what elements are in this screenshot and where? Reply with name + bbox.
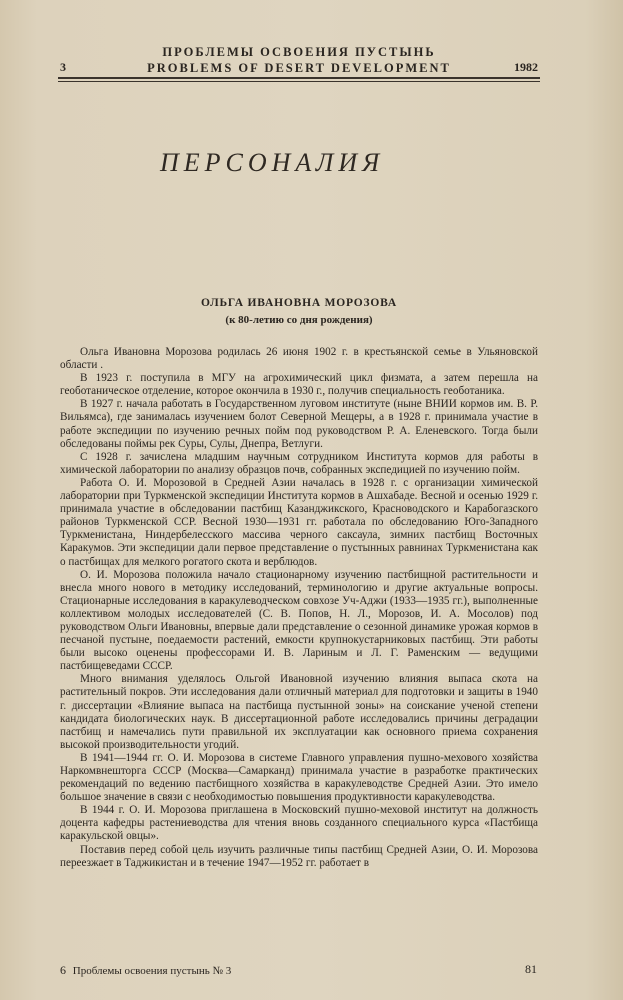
- paragraph: В 1927 г. начала работать в Государственном луговом институте (ныне ВНИИ кормов им. В. Р. Вильямса), где занималась изучением болот Северной Мещеры, а в 1928 г. принимала участие в работе экспедиции по изучению речных пойм под руководством Р. А. Еленевского. Тогда были обследованы поймы рек Суры, Сулы, Днепра, Ветлуги.: [60, 398, 538, 450]
- issue-number: 3: [60, 60, 66, 74]
- journal-title-ru: ПРОБЛЕМЫ ОСВОЕНИЯ ПУСТЫНЬ: [162, 45, 436, 59]
- issue-year: 1982: [514, 60, 538, 74]
- header-rule-top: [58, 77, 540, 79]
- paragraph: Поставив перед собой цель изучить различные типы пастбищ Средней Азии, О. И. Морозова переезжает в Таджикистан и в течение 1947—1952 гг. работает в: [60, 843, 538, 869]
- article-title: ОЛЬГА ИВАНОВНА МОРОЗОВА: [200, 297, 398, 309]
- signature-mark: 6: [60, 963, 66, 977]
- page-number: 81: [525, 962, 537, 976]
- section-title: ПЕРСОНАЛИЯ: [160, 148, 385, 177]
- paragraph: В 1941—1944 гг. О. И. Морозова в системе Главного управления пушно-мехового хозяйства Наркомвнешторга СССР (Москва—Самарканд) принимала участие в разработке практических рекомендаций по ведению пастбищного хозяйства в каракулеводстве Средней Азии. Это имело большое значение в связи с необходимостью повышения продуктивности каракулеводства.: [60, 751, 538, 804]
- footer-journal: Проблемы освоения пустынь № 3: [72, 965, 232, 977]
- paragraph: В 1944 г. О. И. Морозова приглашена в Московский пушно-меховой институт на должность доцента кафедры растениеводства для чтения вновь созданного специального курса «Пастбища каракульской овцы».: [60, 804, 538, 843]
- paragraph: С 1928 г. зачислена младшим научным сотрудником Института кормов для работы в химической лаборатории по анализу образцов почв, собранных экспедицией по изучению пойм.: [60, 450, 538, 476]
- header-rule-bottom: [58, 81, 540, 82]
- paragraph: Работа О. И. Морозовой в Средней Азии началась в 1928 г. с организации химической лаборатории при Туркменской экспедиции Института кормов в Ашхабаде. Весной и осенью 1929 г. принимала участие в обследовании пастбищ Казанджикского, Красноводского и Карабогазского районов Туркменской ССР. Весной 1930—1931 гг. работала по обследованию Юго-Западного Туркменистана, Ниндербелесского массива черного саксаула, зимних пастбищ Восточных Каракумов. Эти экспедиции дали первое представление о пустынных равнинах Туркменистана как о пастбищах для мелкого рогатого скота и верблюдов.: [60, 476, 538, 568]
- page-footer: [60, 963, 231, 978]
- paragraph: В 1923 г. поступила в МГУ на агрохимический цикл физмата, а затем перешла на геоботаническое отделение, которое окончила в 1930 г., получив специальность геоботаника.: [60, 372, 538, 398]
- paragraph: Много внимания уделялось Ольгой Ивановной изучению влияния выпаса скота на растительный покров. Эти исследования дали отличный материал для подготовки и защиты в 1940 г. диссертации «Влияние выпаса на пастбища пустынной зоны» на соискание ученой степени кандидата биологических наук. В диссертационной работе исследовались причины деградации пастбищ и намечались пути правильной их эксплуатации как основного приема сохранения высокой производительности угодий.: [60, 673, 538, 751]
- journal-header: [60, 44, 538, 76]
- article-subtitle: (к 80-летию со дня рождения): [225, 314, 373, 326]
- article-body: [60, 346, 538, 870]
- paragraph: Ольга Ивановна Морозова родилась 26 июня 1902 г. в крестьянской семье в Ульяновской области .: [60, 346, 538, 372]
- paragraph: О. И. Морозова положила начало стационарному изучению пастбищной растительности и внесла много нового в методику исследований, терминологию и другие актуальные вопросы. Стационарные исследования в каракулеводческом совхозе Уч-Аджи (1933—1935 гг.), выполненные коллективом молодых исследователей (С. В. Попов, Н. Л., Морозов, И. А. Мосолов) под руководством Ольги Ивановны, впервые дали представление о сезонной динамике урожая кормов в песчаной пустыне, поедаемости растений, емкости крупнокустарниковых пастбищ. Эти работы были высоко оценены профессорами И. В. Лариным и Л. Г. Раменским — ведущими пастбищеведами СССР.: [60, 568, 538, 673]
- journal-title-en: PROBLEMS OF DESERT DEVELOPMENT: [147, 61, 451, 75]
